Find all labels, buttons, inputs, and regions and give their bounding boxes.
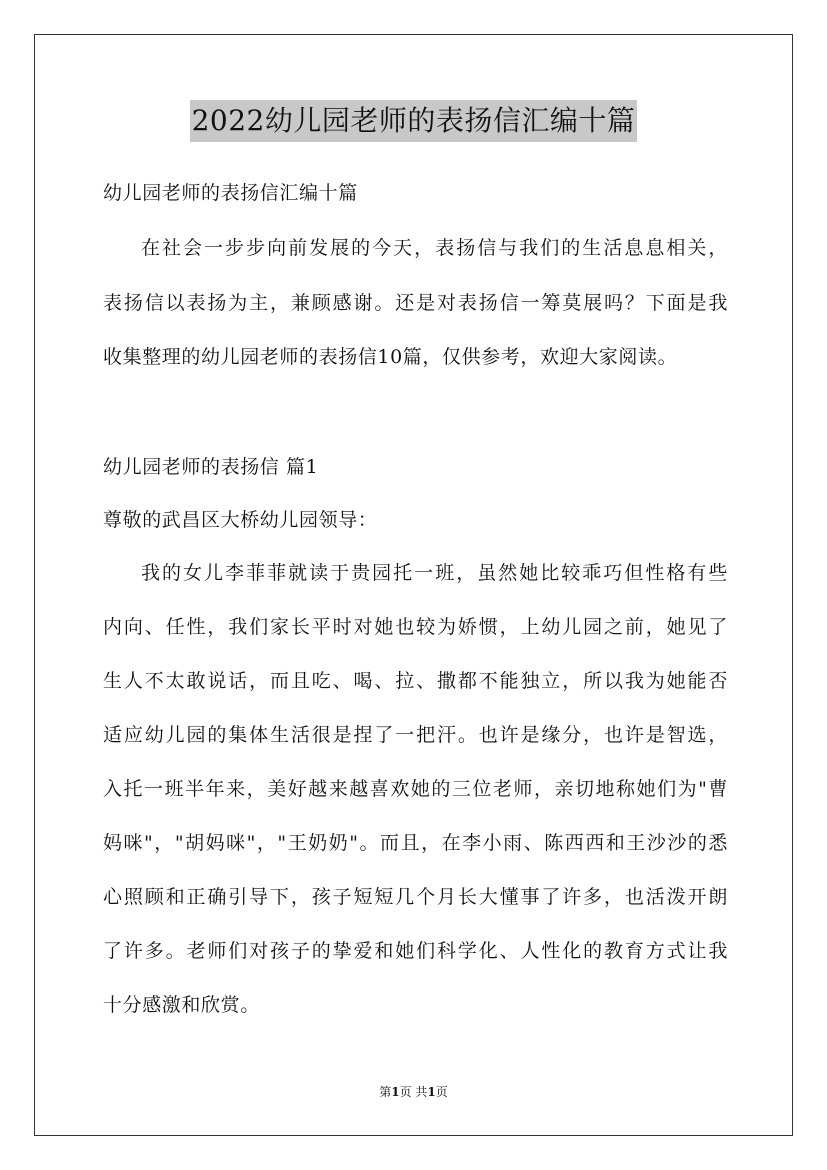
footer-page-total: 1 <box>427 1085 436 1099</box>
body-line-4: 适应幼儿园的集体生活很是捏了一把汗。也许是缘分，也许是智选， <box>103 724 728 746</box>
page-footer <box>0 1083 827 1101</box>
footer-prefix: 第 <box>379 1085 392 1099</box>
body-line-8: 了许多。老师们对孩子的挚爱和她们科学化、人性化的教育方式让我 <box>103 940 728 962</box>
salutation: 尊敬的武昌区大桥幼儿园领导： <box>103 509 378 531</box>
intro-line-3: 收集整理的幼儿园老师的表扬信10篇，仅供参考，欢迎大家阅读。 <box>103 346 678 368</box>
body-line-9: 十分感激和欣赏。 <box>103 994 260 1016</box>
body-line-7: 心照顾和正确引导下，孩子短短几个月长大懂事了许多，也活泼开朗 <box>103 886 728 908</box>
body-line-3: 生人不太敢说话，而且吃、喝、拉、撒都不能独立，所以我为她能否 <box>103 670 728 692</box>
section-heading: 幼儿园老师的表扬信 篇1 <box>103 456 319 478</box>
body-line-5: 入托一班半年来，美好越来越喜欢她的三位老师，亲切地称她们为"曹 <box>103 778 728 800</box>
document-title: 2022幼儿园老师的表扬信汇编十篇 <box>190 100 638 142</box>
footer-page-number: 1 <box>391 1085 400 1099</box>
body-line-2: 内向、任性，我们家长平时对她也较为娇惯，上幼儿园之前，她见了 <box>103 616 728 638</box>
footer-middle: 页 共 <box>399 1085 428 1099</box>
footer-suffix: 页 <box>435 1085 448 1099</box>
intro-line-1: 在社会一步步向前发展的今天，表扬信与我们的生活息息相关， <box>141 237 728 259</box>
body-line-1: 我的女儿李菲菲就读于贵园托一班，虽然她比较乖巧但性格有些 <box>141 562 728 584</box>
title-container <box>0 100 827 142</box>
intro-line-2: 表扬信以表扬为主，兼顾感谢。还是对表扬信一筹莫展吗？下面是我 <box>103 292 728 314</box>
body-line-6: 妈咪"，"胡妈咪"，"王奶奶"。而且，在李小雨、陈西西和王沙沙的悉 <box>103 832 728 854</box>
subtitle: 幼儿园老师的表扬信汇编十篇 <box>103 182 358 204</box>
